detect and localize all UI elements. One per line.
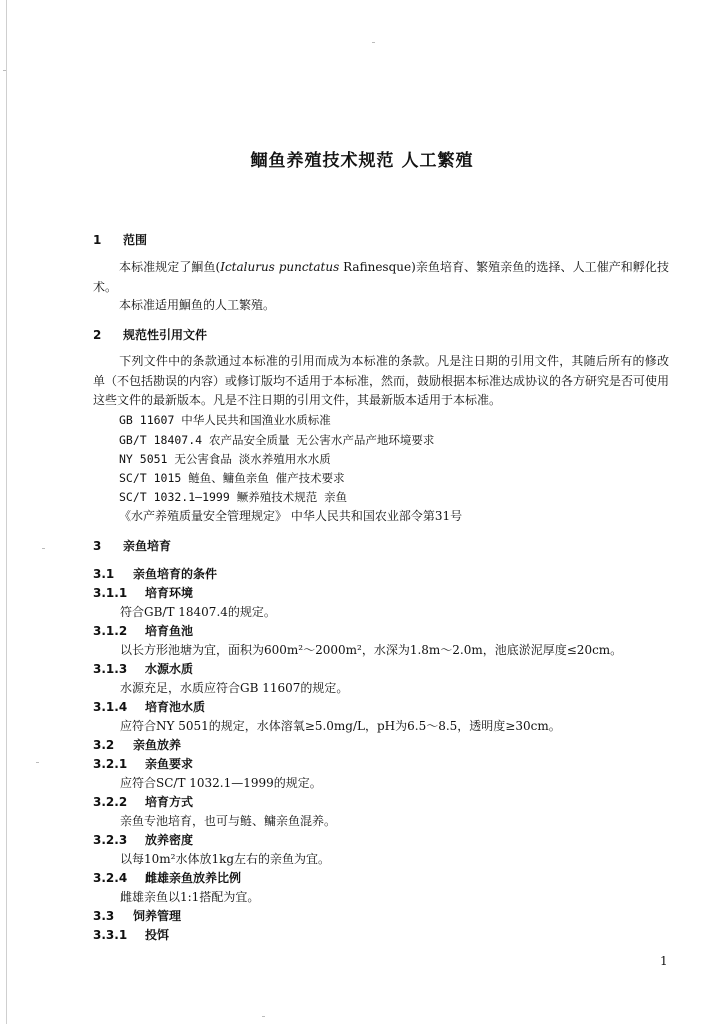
clause-text: 应符合NY 5051的规定，水体溶氧≥5.0mg/L，pH为6.5～8.5，透明度≥30cm。: [120, 719, 561, 733]
clause-text: 雌雄亲鱼以1:1搭配为宜。: [120, 890, 260, 904]
clause-text: 应符合SC/T 1032.1—1999的规定。: [120, 776, 322, 790]
clause-text: 以每10m²水体放1kg左右的亲鱼为宜。: [120, 852, 331, 866]
subsubsection-heading: 3.2.1 亲鱼要求: [93, 757, 194, 771]
section-title: 亲鱼培育: [123, 539, 172, 553]
clause-text: 符合GB/T 18407.4的规定。: [120, 605, 276, 619]
scan-speck: [42, 548, 45, 549]
reference-item: GB/T 18407.4 农产品安全质量 无公害水产品产地环境要求: [119, 433, 435, 447]
reference-item: 《水产养殖质量安全管理规定》 中华人民共和国农业部令第31号: [119, 509, 463, 523]
section-heading-2: [93, 327, 207, 343]
section-number: 2: [93, 328, 102, 342]
scope-paragraph-1: 本标准规定了鮰鱼(Ictalurus punctatus Rafinesque)亲鱼培育、繁殖亲鱼的选择、人工催产和孵化技术。: [93, 260, 669, 294]
reference-item: SC/T 1015 鲢鱼、鳙鱼亲鱼 催产技术要求: [119, 471, 345, 485]
clause-text: 水源充足，水质应符合GB 11607的规定。: [120, 681, 349, 695]
subsubsection-heading: 3.2.3 放养密度: [93, 833, 194, 847]
references-intro-paragraph: 下列文件中的条款通过本标准的引用而成为本标准的条款。凡是注日期的引用文件，其随后所有的修改单（不包括勘误的内容）或修订版均不适用于本标准，然而，鼓励根据本标准达成协议的各方研究是否可使用这些文件的最新版本。凡是不注日期的引用文件，其最新版本适用于本标准。: [93, 354, 670, 407]
subsubsection-heading: 3.3.1 投饵: [93, 928, 170, 942]
reference-item: GB 11607 中华人民共和国渔业水质标准: [119, 413, 331, 427]
reference-item: NY 5051 无公害食品 淡水养殖用水水质: [119, 452, 331, 466]
reference-item: SC/T 1032.1—1999 鳜养殖技术规范 亲鱼: [119, 490, 348, 504]
scope-paragraph-2: 本标准适用鮰鱼的人工繁殖。: [119, 298, 276, 312]
section-heading-3: [93, 538, 171, 554]
clause-text: 以长方形池塘为宜，面积为600m²～2000m²，水深为1.8m～2.0m，池底淤泥厚度≤20cm。: [120, 643, 623, 657]
section-title: 范围: [123, 233, 148, 247]
scan-speck: [3, 70, 6, 71]
subsubsection-heading: 3.2.2 培育方式: [93, 795, 194, 809]
subsection-heading: 3.1 亲鱼培育的条件: [93, 567, 218, 581]
scan-speck: [262, 1016, 265, 1017]
subsubsection-heading: 3.1.3 水源水质: [93, 662, 194, 676]
scan-speck: [372, 42, 375, 43]
document-title: 鲴鱼养殖技术规范 人工繁殖: [250, 151, 474, 171]
clause-text: 亲鱼专池培育，也可与鲢、鳙亲鱼混养。: [120, 814, 337, 828]
subsubsection-heading: 3.2.4 雌雄亲鱼放养比例: [93, 871, 242, 885]
subsection-heading: 3.2 亲鱼放养: [93, 738, 182, 752]
latin-species-name: Ictalurus punctatus: [220, 260, 340, 274]
page-number: 1: [660, 954, 668, 968]
subsubsection-heading: 3.1.1 培育环境: [93, 586, 194, 600]
subsubsection-heading: 3.1.4 培育池水质: [93, 700, 206, 714]
section-number: 1: [93, 233, 102, 247]
section-number: 3: [93, 539, 102, 553]
scan-speck: [36, 762, 39, 763]
subsection-heading: 3.3 饲养管理: [93, 909, 182, 923]
subsubsection-heading: 3.1.2 培育鱼池: [93, 624, 194, 638]
section-heading-1: [93, 232, 147, 248]
section-title: 规范性引用文件: [123, 328, 208, 342]
